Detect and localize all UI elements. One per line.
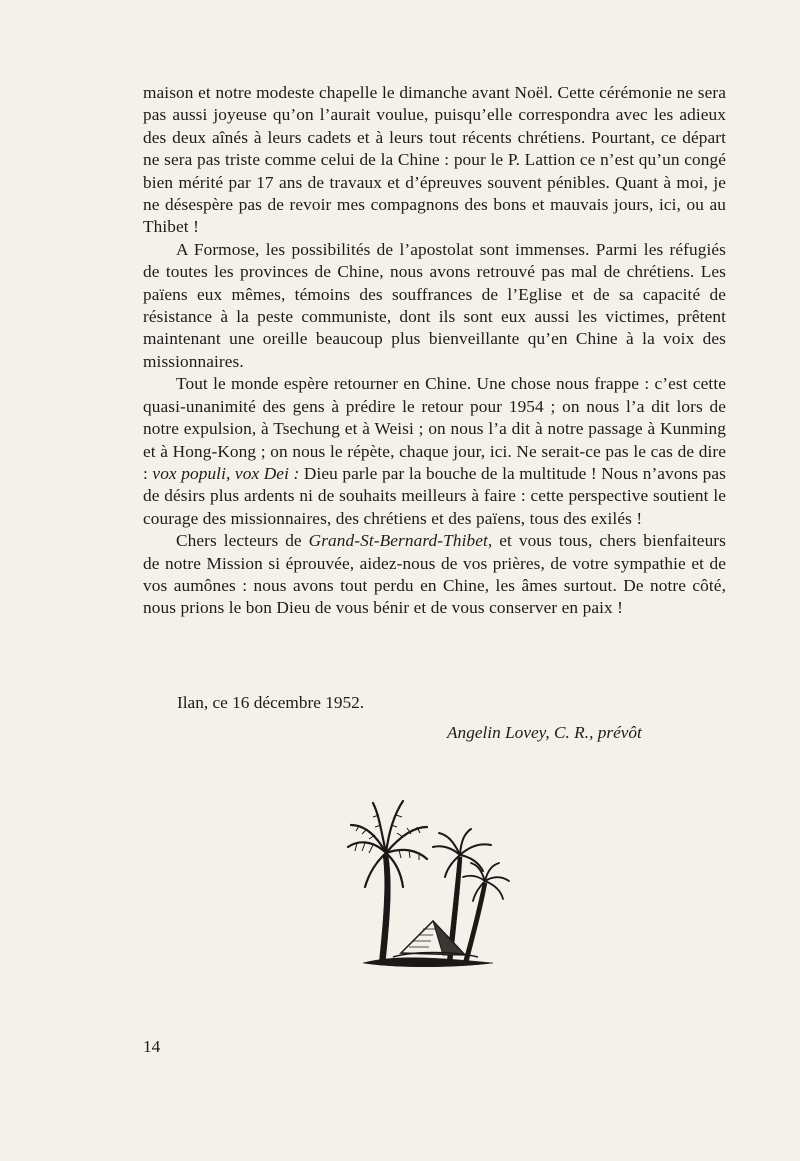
paragraph-text: Dieu parle par la bouche de la multitude ! Nous n’avons pas de désirs plus ardents ni de souhaits meilleurs à faire : cette perspective soutient le courage des missionnaires, des chrétiens et des païens, tous des exilés ! [143, 463, 726, 528]
paragraph-text: , et vous tous, chers bienfaiteurs de notre Mission si éprouvée, aidez-nous de vos prières, de votre sympathie et de vos aumônes : nous avons tout perdu en Chine, les âmes surtout. De notre côté, nous prions le bon Dieu de vous bénir et de vous conserver en paix ! [143, 531, 726, 618]
paragraph-text: A Formose, les possibilités de l’apostolat sont immenses. Parmi les réfugiés de toutes les provinces de Chine, nous avons retrouvé pas mal de chrétiens. Les païens eux mêmes, témoins des souffrances de l’Eglise et de sa capacité de résistance à la peste communiste, dont ils sont eux aussi les victimes, prêtent maintenant une oreille beaucoup plus bienveillante qu’en Chine à la voix des missionnaires. [143, 239, 726, 371]
paragraph-1 [143, 82, 726, 239]
paragraph-3 [143, 373, 726, 530]
palm-trees-pyramid-icon [343, 795, 513, 970]
paragraph-2 [143, 239, 726, 373]
paragraph-4 [143, 530, 726, 620]
publication-title: Grand-St-Bernard-Thibet [308, 531, 488, 551]
page-number: 14 [143, 1037, 161, 1056]
signature: Angelin Lovey, C. R., prévôt [447, 723, 642, 742]
date-line: Ilan, ce 16 décembre 1952. [177, 693, 365, 712]
paragraph-text: Chers lecteurs de [176, 531, 309, 551]
paragraph-text: maison et notre modeste chapelle le dimanche avant Noël. Cette cérémonie ne sera pas aussi joyeuse qu’on l’aurait voulue, puisqu’elle correspondra avec les adieux des deux aînés à leurs cadets et à leurs tout récents chrétiens. Pourtant, ce départ ne sera pas triste comme celui de la Chine : pour le P. Lattion ce n’est qu’un congé bien mérité par 17 ans de travaux et d’épreuves souvent pénibles. Quant à moi, je ne désespère pas de revoir mes compagnons des bons et mauvais jours, ici, ou au Thibet ! [143, 83, 726, 237]
paragraph-text: Tout le monde espère retourner en Chine. Une chose nous frappe : c’est cette quasi-unanimité des gens à prédire le retour pour 1954 ; on nous l’a dit lors de notre expulsion, à Tsechung et à Weisi ; on nous l’a dit à notre passage à Kunming et à Hong-Kong ; on nous le répète, chaque jour, ici. Ne serait-ce pas le cas de dire : [143, 374, 726, 483]
latin-phrase: vox populi, vox Dei : [152, 463, 300, 483]
body-text [143, 82, 726, 620]
